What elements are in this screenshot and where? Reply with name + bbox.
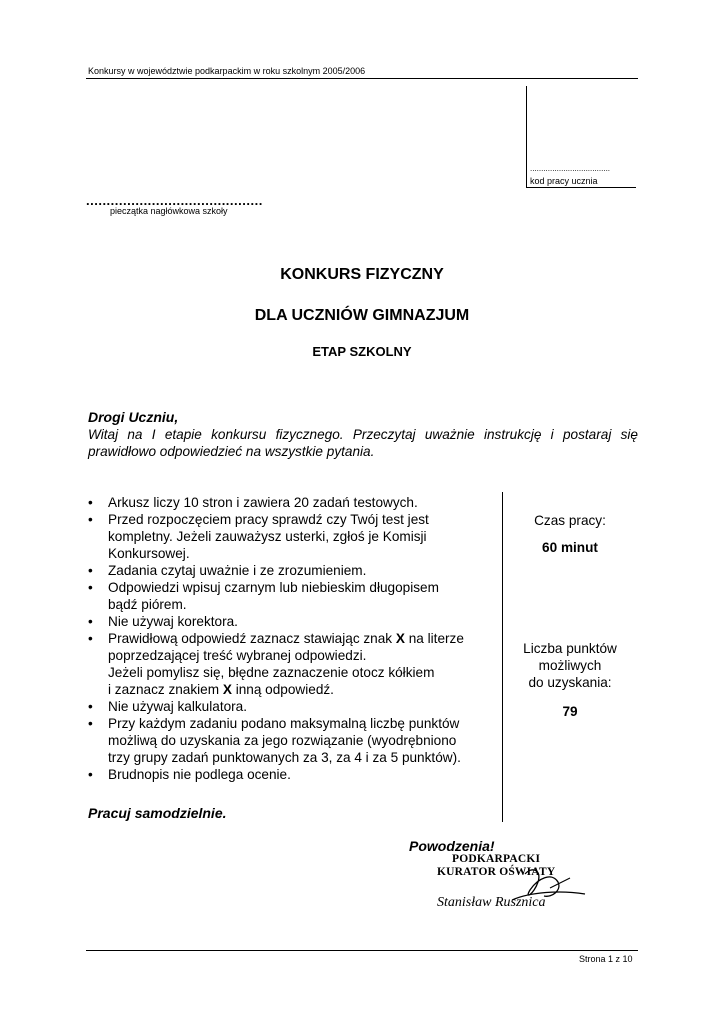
school-stamp-label: pieczątka nagłówkowa szkoły bbox=[110, 206, 228, 216]
rule-text: Nie używaj kalkulatora. bbox=[108, 699, 248, 714]
rule-text: Konkursowej. bbox=[108, 546, 190, 561]
rule-text: Odpowiedzi wpisuj czarnym lub niebieskim długopisem bbox=[108, 580, 439, 595]
student-code-box-border bbox=[526, 86, 527, 188]
rule-text: trzy grupy zadań punktowanych za 3, za 4 i za 5 punktów). bbox=[108, 750, 461, 765]
rule-text: Nie używaj korektora. bbox=[108, 614, 238, 629]
rule-text: na literze bbox=[404, 631, 464, 646]
rule-text: Jeżeli pomylisz się, błędne zaznaczenie otocz kółkiem bbox=[108, 665, 435, 680]
bullet-icon: • bbox=[88, 631, 93, 646]
points-label bbox=[505, 640, 635, 691]
footer-divider bbox=[86, 950, 638, 951]
bullet-icon: • bbox=[88, 495, 93, 510]
bullet-icon: • bbox=[88, 512, 93, 527]
points-label-line: do uzyskania: bbox=[528, 675, 612, 690]
good-luck-note: Powodzenia! bbox=[409, 838, 495, 854]
list-item bbox=[88, 698, 498, 715]
page-number: Strona 1 z 10 bbox=[579, 954, 633, 964]
rule-text: Prawidłową odpowiedź zaznacz stawiając znak bbox=[108, 631, 396, 646]
points-label-line: możliwych bbox=[538, 658, 602, 673]
points-label-line: Liczba punktów bbox=[523, 641, 617, 656]
rule-text: Brudnopis nie podlega ocenie. bbox=[108, 767, 291, 782]
list-item bbox=[88, 579, 498, 613]
rule-text: możliwą do uzyskania za jego rozwiązanie (wyodrębniono bbox=[108, 733, 457, 748]
student-code-dots: .................................... bbox=[530, 164, 611, 173]
bullet-icon: • bbox=[88, 614, 93, 629]
rule-text: inną odpowiedź. bbox=[231, 682, 334, 697]
time-label: Czas pracy: bbox=[534, 513, 606, 528]
student-code-label: kod pracy ucznia bbox=[530, 176, 598, 186]
rule-text: kompletny. Jeżeli zauważysz usterki, zgłoś je Komisji bbox=[108, 529, 427, 544]
list-item bbox=[88, 562, 498, 579]
rule-text: Przed rozpoczęciem pracy sprawdź czy Twój test jest bbox=[108, 512, 429, 527]
contest-subtitle: DLA UCZNIÓW GIMNAZJUM bbox=[254, 307, 470, 324]
bullet-icon: • bbox=[88, 699, 93, 714]
points-value: 79 bbox=[562, 704, 578, 719]
bullet-icon: • bbox=[88, 563, 93, 578]
rule-text: i zaznacz znakiem bbox=[108, 682, 223, 697]
list-item bbox=[88, 494, 498, 511]
rule-text: poprzedzającej treść wybranej odpowiedzi. bbox=[108, 648, 367, 663]
rule-text: Zadania czytaj uważnie i ze zrozumieniem. bbox=[108, 563, 367, 578]
instructions-list bbox=[88, 494, 498, 783]
time-value: 60 minut bbox=[542, 540, 598, 555]
rule-text: Arkusz liczy 10 stron i zawiera 20 zadań testowych. bbox=[108, 495, 418, 510]
rule-text: Przy każdym zadaniu podano maksymalną liczbę punktów bbox=[108, 716, 460, 731]
bullet-icon: • bbox=[88, 716, 93, 731]
bullet-icon: • bbox=[88, 580, 93, 595]
sidebar-divider bbox=[502, 492, 503, 822]
seal-line-1: PODKARPACKI bbox=[452, 853, 541, 865]
contest-title: KONKURS FIZYCZNY bbox=[280, 266, 444, 283]
list-item bbox=[88, 766, 498, 783]
intro-paragraph: Witaj na I etapie konkursu fizycznego. Przeczytaj uważnie instrukcję i postaraj się prawidłowo odpowiedzieć na wszystkie pytania. bbox=[88, 427, 638, 459]
mark-x: X bbox=[395, 631, 405, 646]
work-alone-note: Pracuj samodzielnie. bbox=[88, 805, 227, 821]
seal-line-2: KURATOR OŚWIATY bbox=[437, 866, 556, 878]
student-code-underline bbox=[526, 187, 636, 188]
greeting: Drogi Uczniu, bbox=[88, 409, 179, 425]
bullet-icon: • bbox=[88, 767, 93, 782]
rule-text: bądź piórem. bbox=[108, 597, 187, 612]
contest-stage: ETAP SZKOLNY bbox=[312, 344, 412, 359]
mark-x: X bbox=[222, 682, 232, 697]
header-divider bbox=[86, 78, 638, 79]
list-item bbox=[88, 715, 498, 766]
school-stamp-dots: ........................................... bbox=[86, 193, 263, 208]
list-item bbox=[88, 511, 498, 562]
page-header-text: Konkursy w województwie podkarpackim w roku szkolnym 2005/2006 bbox=[88, 66, 366, 76]
seal-signatory-name: Stanisław Rusznica bbox=[437, 895, 546, 910]
list-item bbox=[88, 613, 498, 630]
list-item bbox=[88, 630, 498, 698]
